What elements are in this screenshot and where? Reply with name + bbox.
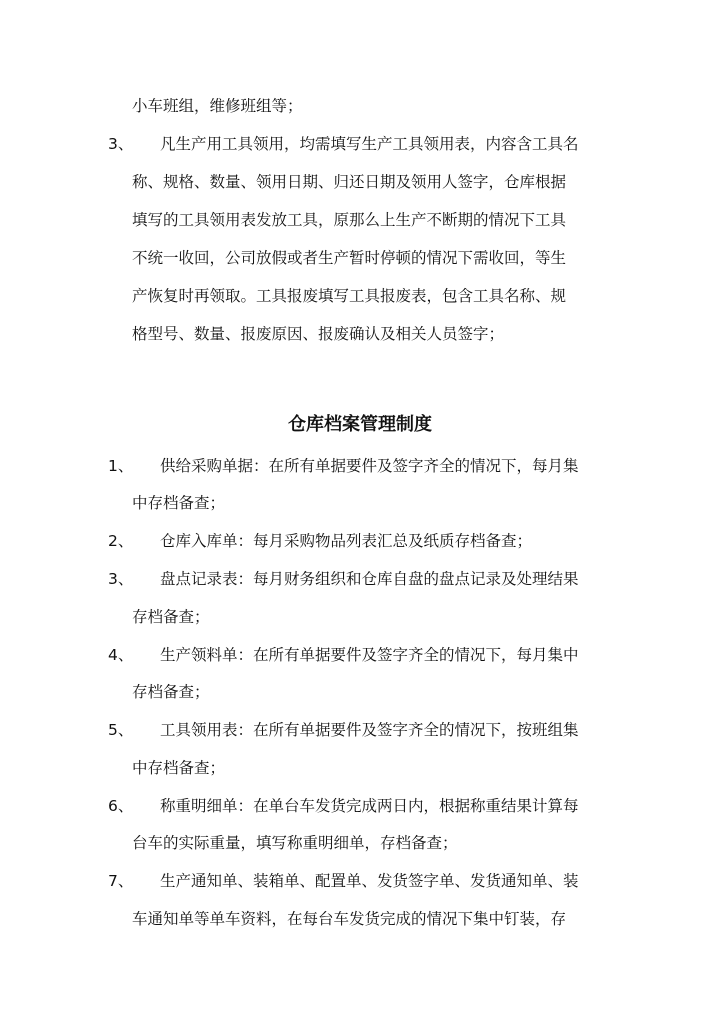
item-line: 供给采购单据：在所有单据要件及签字齐全的情况下，每月集 bbox=[160, 457, 579, 475]
item-line: 车通知单等单车资料，在每台车发货完成的情况下集中钉装，存 bbox=[132, 910, 567, 928]
item-line: 填写的工具领用表发放工具，原那么上生产不断期的情况下工具 bbox=[132, 211, 567, 229]
item-line: 产恢复时再领取。工具报废填写工具报废表，包含工具名称、规 bbox=[132, 287, 567, 305]
item-line: 不统一收回，公司放假或者生产暂时停顿的情况下需收回，等生 bbox=[132, 249, 567, 267]
item-line: 生产通知单、装箱单、配置单、发货签字单、发货通知单、装 bbox=[160, 872, 579, 890]
item-line: 中存档备查； bbox=[132, 494, 226, 512]
continuation-line bbox=[0, 92, 720, 120]
item-line: 存档备查； bbox=[132, 683, 210, 701]
item-number: 5、 bbox=[108, 721, 134, 739]
item-number: 3、 bbox=[108, 570, 134, 588]
item-line: 格型号、数量、报废原因、报废确认及相关人员签字； bbox=[132, 325, 505, 343]
item-line: 称、规格、数量、领用日期、归还日期及领用人签字，仓库根据 bbox=[132, 173, 567, 191]
item-number: 1、 bbox=[108, 457, 134, 475]
item-number: 4、 bbox=[108, 646, 134, 664]
paragraph-text: 小车班组，维修班组等； bbox=[132, 97, 303, 115]
item-line: 仓库入库单：每月采购物品列表汇总及纸质存档备查； bbox=[160, 532, 533, 550]
item-number: 3、 bbox=[108, 135, 134, 153]
item-line: 工具领用表：在所有单据要件及签字齐全的情况下，按班组集 bbox=[160, 721, 579, 739]
section-title: 仓库档案管理制度 bbox=[288, 414, 432, 435]
item-line: 中存档备查； bbox=[132, 759, 226, 777]
item-line: 盘点记录表：每月财务组织和仓库自盘的盘点记录及处理结果 bbox=[160, 570, 579, 588]
item-line: 存档备查； bbox=[132, 608, 210, 626]
item-number: 6、 bbox=[108, 797, 134, 815]
item-line: 生产领料单：在所有单据要件及签字齐全的情况下，每月集中 bbox=[160, 646, 579, 664]
item-number: 2、 bbox=[108, 532, 134, 550]
item-number: 7、 bbox=[108, 872, 134, 890]
item-line: 称重明细单：在单台车发货完成两日内，根据称重结果计算每 bbox=[160, 797, 579, 815]
item-line: 台车的实际重量，填写称重明细单，存档备查； bbox=[132, 834, 458, 852]
item-line: 凡生产用工具领用，均需填写生产工具领用表，内容含工具名 bbox=[160, 135, 579, 153]
